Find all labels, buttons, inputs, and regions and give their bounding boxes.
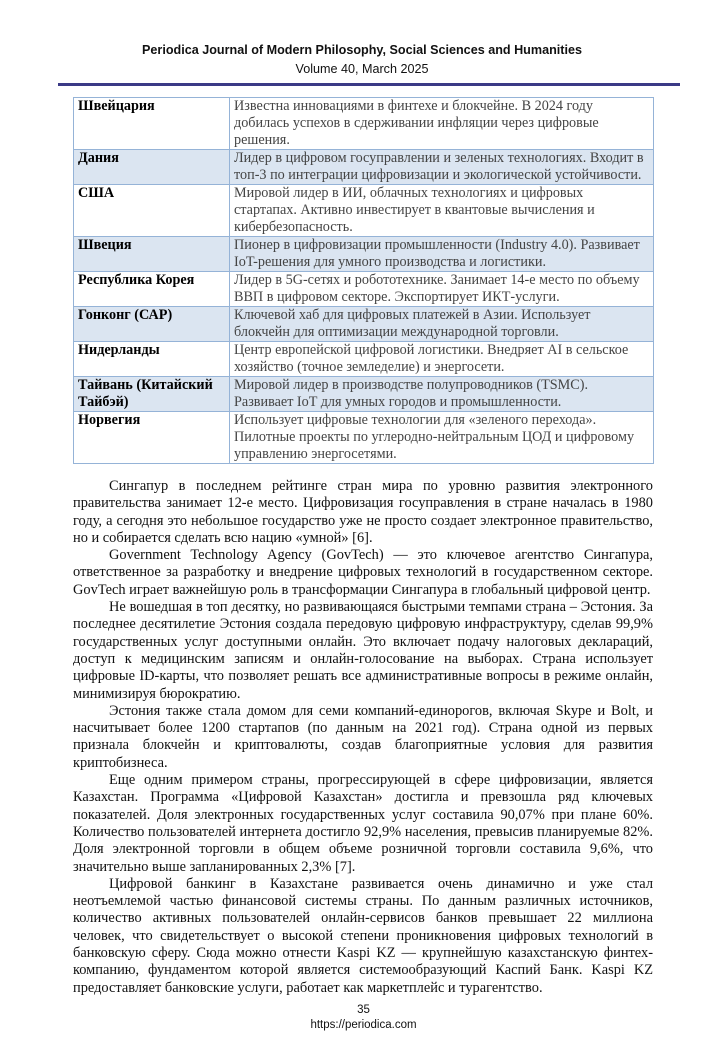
header-rule xyxy=(58,83,680,86)
paragraph: Цифровой банкинг в Казахстане развивается очень динамично и уже стал неотъемлемой частью финансовой системы страны. По данным различных источников, количество активных пользователей онлайн-сервисов банков превышает 22 миллиона человек, что свидетельствует о высокой степени проникновения цифровых технологий в банковскую сферу. Сюда можно отнести Kaspi KZ — крупнейшую казахстанскую финтех-компанию, фундаментом которой является системообразующий Каспий Банк. Kaspi KZ предоставляет банковские услуги, работает как маркетплейс и турагентство. xyxy=(73,875,653,996)
table-row xyxy=(74,150,654,185)
description-cell: Лидер в 5G-сетях и робототехнике. Занимает 14-е место по объему ВВП в цифровом секторе. Экспортирует ИКТ-услуги. xyxy=(230,272,654,307)
country-cell: Норвегия xyxy=(74,412,230,464)
country-cell: Швейцария xyxy=(74,98,230,150)
table-row xyxy=(74,412,654,464)
table-row xyxy=(74,237,654,272)
table-row xyxy=(74,377,654,412)
paragraph: Еще одним примером страны, прогрессирующей в сфере цифровизации, является Казахстан. Программа «Цифровой Казахстан» достигла и превзошла ряд ключевых показателей. Доля электронных государственных услуг составила 90,07% при плане 60%. Количество пользователей интернета достигло 92,9% населения, превысив планируемые 82%. Доля электронной торговли в общем объеме розничной торговли составила 9,6%, что значительно выше запланированных 2,3% [7]. xyxy=(73,772,653,875)
description-cell: Лидер в цифровом госуправлении и зеленых технологиях. Входит в топ-3 по интеграции цифровизации и экологической устойчивости. xyxy=(230,150,654,185)
country-cell: Нидерланды xyxy=(74,342,230,377)
paragraph: Не вошедшая в топ десятку, но развивающаяся быстрыми темпами страна – Эстония. За последнее десятилетие Эстония создала передовую цифровую инфраструктуру, сделав 99,9% государственных услуг доступными онлайн. Это включает подачу налоговых деклараций, доступ к медицинским записям и онлайн-голосование на выборах. Страна использует цифровые ID-карты, что позволяет решать все административные вопросы в режиме онлайн, минимизируя бюрократию. xyxy=(73,599,653,702)
country-cell: Швеция xyxy=(74,237,230,272)
footer-url[interactable]: https://periodica.com xyxy=(310,1018,417,1031)
page-content xyxy=(73,97,654,1053)
description-cell: Мировой лидер в ИИ, облачных технологиях и цифровых стартапах. Активно инвестирует в квантовые вычисления и кибербезопасность. xyxy=(230,185,654,237)
paragraph: Сингапур в последнем рейтинге стран мира по уровню развития электронного правительства занимает 12-е место. Цифровизация госуправления в стране началась в 1980 году, а сегодня это небольшое государство уже не просто создает электронное правительство, но и собирается сделать всю нацию «умной» [6]. xyxy=(73,478,653,546)
country-cell: США xyxy=(74,185,230,237)
paragraph: Government Technology Agency (GovTech) — это ключевое агентство Сингапура, ответственное за разработку и внедрение цифровых технологий в государственном секторе. GovTech играет важнейшую роль в трансформации Сингапура в глобальный цифровой центр. xyxy=(73,547,653,598)
country-cell: Гонконг (САР) xyxy=(74,307,230,342)
journal-volume: Volume 40, March 2025 xyxy=(295,62,429,76)
country-cell: Тайвань (Китайский Тайбэй) xyxy=(74,377,230,412)
table-row xyxy=(74,185,654,237)
country-cell: Дания xyxy=(74,150,230,185)
table-row xyxy=(74,307,654,342)
country-cell: Республика Корея xyxy=(74,272,230,307)
description-cell: Мировой лидер в производстве полупроводников (TSMC). Развивает IoT для умных городов и промышленности. xyxy=(230,377,654,412)
description-cell: Известна инновациями в финтехе и блокчейне. В 2024 году добилась успехов в сдерживании инфляции через цифровые решения. xyxy=(230,98,654,150)
description-cell: Центр европейской цифровой логистики. Внедряет AI в сельское хозяйство (точное земледелие) и энергосети. xyxy=(230,342,654,377)
page-number: 35 xyxy=(357,1003,370,1016)
table-row xyxy=(74,272,654,307)
table-row xyxy=(74,98,654,150)
description-cell: Ключевой хаб для цифровых платежей в Азии. Использует блокчейн для оптимизации международной торговли. xyxy=(230,307,654,342)
table-row xyxy=(74,342,654,377)
paragraph: Эстония также стала домом для семи компаний-единорогов, включая Skype и Bolt, и насчитывает более 1200 стартапов (по данным на 2021 год). Страна одной из первых признала блокчейн и криптовалюты, создав благоприятные условия для развития криптобизнеса. xyxy=(73,702,653,771)
journal-title: Periodica Journal of Modern Philosophy, Social Sciences and Humanities xyxy=(142,43,582,57)
description-cell: Использует цифровые технологии для «зеленого перехода». Пилотные проекты по углеродно-нейтральным ЦОД и цифровому управлению энергосетями. xyxy=(230,412,654,464)
article-body xyxy=(73,478,653,997)
description-cell: Пионер в цифровизации промышленности (Industry 4.0). Развивает IoT-решения для умного производства и логистики. xyxy=(230,237,654,272)
countries-table xyxy=(73,97,654,464)
